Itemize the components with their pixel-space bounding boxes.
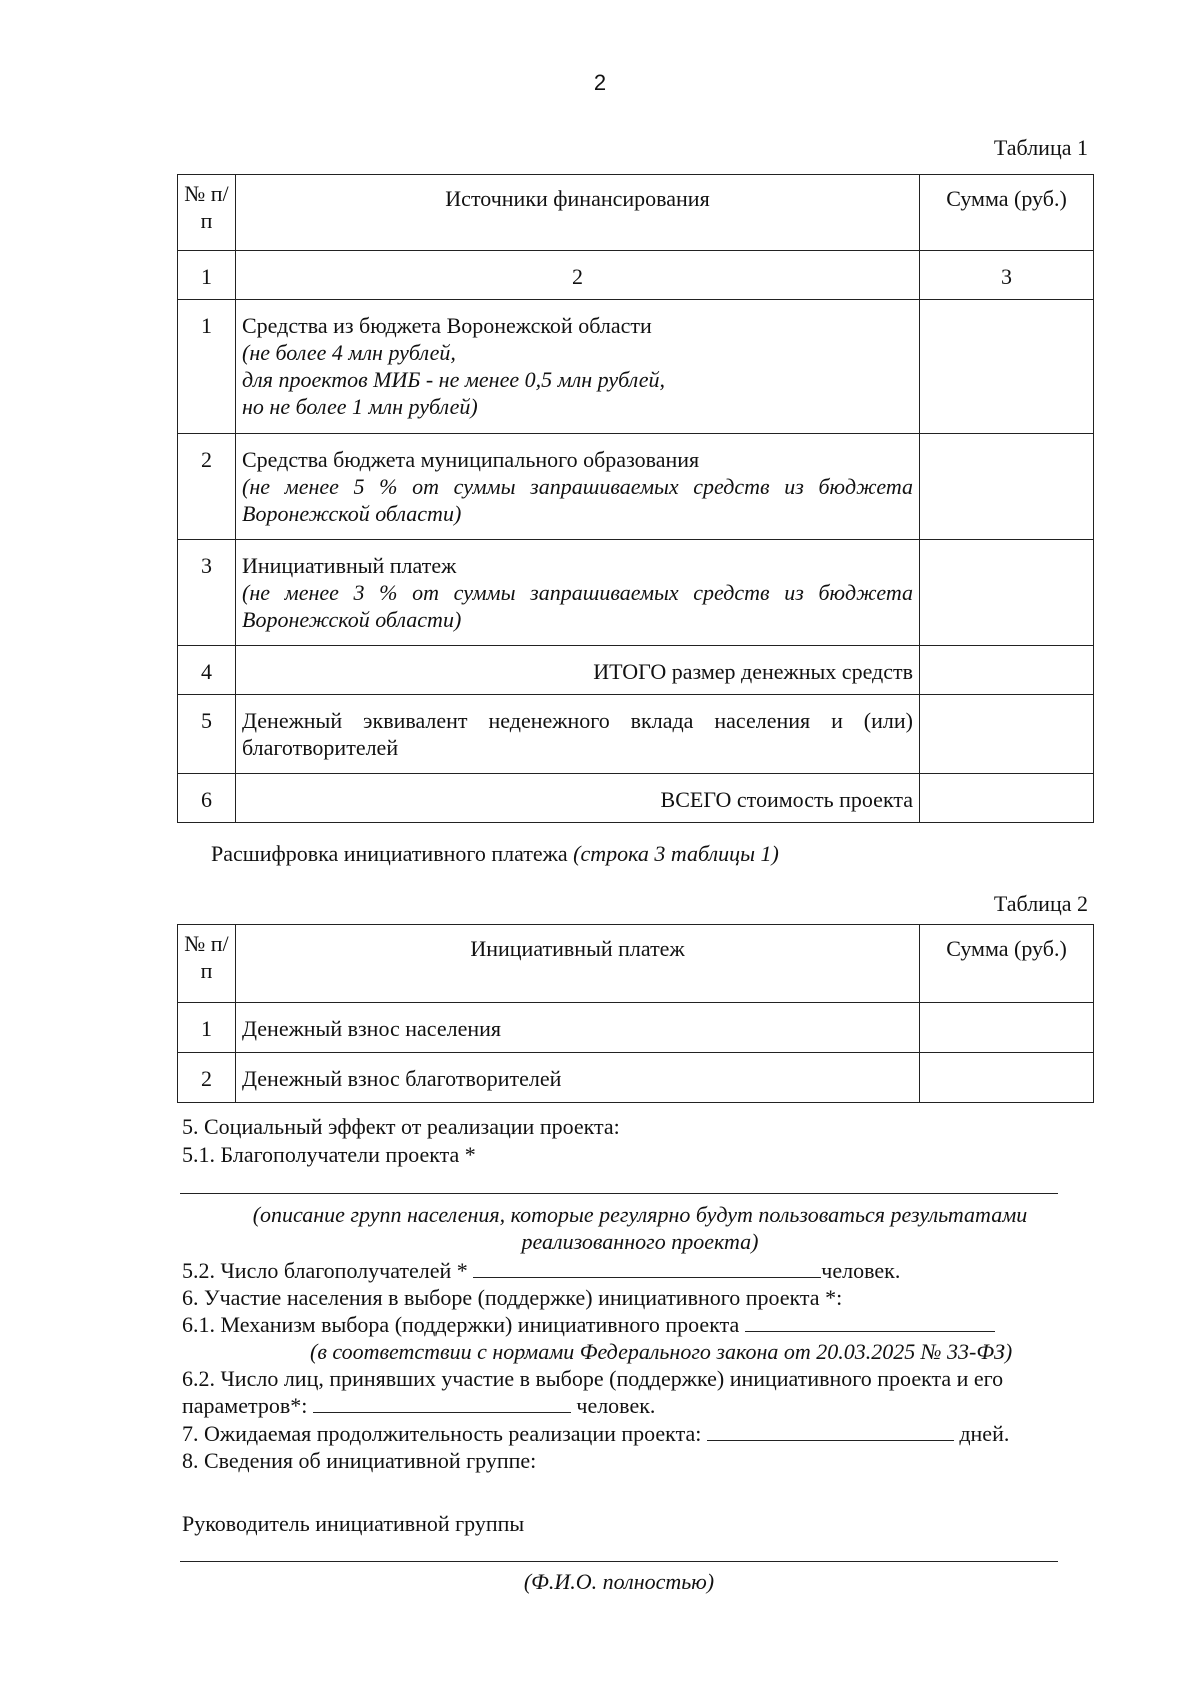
row-sum[interactable] [920, 774, 1094, 823]
decoding-text: Расшифровка инициативного платежа [211, 841, 574, 866]
section6-1-label: 6.1. Механизм выбора (поддержки) инициативного проекта [182, 1312, 740, 1337]
row-num: 4 [178, 646, 236, 695]
table1-index-1: 1 [178, 251, 236, 300]
table1-index-2: 2 [236, 251, 920, 300]
row-title: Инициативный платеж [242, 553, 457, 578]
leader-name-input-line[interactable] [180, 1561, 1058, 1562]
section5-1: 5.1. Благополучатели проекта * [182, 1142, 476, 1167]
row-num: 2 [178, 434, 236, 540]
table2-header-num: № п/п [178, 925, 236, 1003]
row-sum[interactable] [920, 1003, 1094, 1053]
row-title: ИТОГО размер денежных средств [236, 646, 920, 695]
row-source [236, 540, 920, 646]
row-num: 2 [178, 1053, 236, 1103]
table2-header-payment: Инициативный платеж [236, 925, 920, 1003]
table1-header-num: № п/п [178, 175, 236, 251]
row-note: (не менее 5 % от суммы запрашиваемых средств из бюджета Воронежской области) [242, 474, 913, 526]
row-sum[interactable] [920, 695, 1094, 774]
table1-index-3: 3 [920, 251, 1094, 300]
participants-count-field[interactable] [313, 1392, 571, 1413]
table-row [178, 540, 1094, 646]
row-note-line: но не более 1 млн рублей) [242, 394, 478, 419]
duration-days-field[interactable] [707, 1420, 954, 1441]
row-title: Денежный эквивалент неденежного вклада населения и (или) благотворителей [236, 695, 920, 774]
section5-2-label: 5.2. Число благополучателей * [182, 1258, 468, 1283]
table-row [178, 1003, 1094, 1053]
section6-1-note: (в соответствии с нормами Федерального закона от 20.03.2025 № 33-ФЗ) [310, 1339, 1013, 1364]
selection-mechanism-field[interactable] [745, 1311, 995, 1332]
section7-unit: дней. [959, 1421, 1010, 1446]
decoding-note: (строка 3 таблицы 1) [573, 841, 779, 866]
row-num: 3 [178, 540, 236, 646]
row-title: Денежный взнос благотворителей [236, 1053, 920, 1103]
row-num: 1 [178, 300, 236, 434]
section5-1-note: (описание групп населения, которые регулярно будут пользоваться результатами реализованного проекта) [252, 1202, 1028, 1254]
section6-2-label: параметров*: [182, 1393, 308, 1418]
section7 [182, 1420, 1097, 1447]
leader-note: (Ф.И.О. полностью) [523, 1569, 715, 1594]
row-num: 1 [178, 1003, 236, 1053]
section7-label: 7. Ожидаемая продолжительность реализации проекта: [182, 1421, 702, 1446]
table-row [178, 646, 1094, 695]
row-title: Денежный взнос населения [236, 1003, 920, 1053]
section6-1 [182, 1311, 1097, 1338]
table1 [177, 174, 1094, 823]
section6-2-text: 6.2. Число лиц, принявших участие в выборе (поддержке) инициативного проекта и его [182, 1366, 1004, 1391]
decoding-line [211, 840, 1126, 867]
page-number: 2 [593, 70, 607, 95]
section6-2-unit: человек. [576, 1393, 656, 1418]
table2-header-row [178, 925, 1094, 1003]
row-source [236, 434, 920, 540]
row-note-line: для проектов МИБ - не менее 0,5 млн рублей, [242, 367, 666, 392]
table1-header-source: Источники финансирования [236, 175, 920, 251]
row-sum[interactable] [920, 646, 1094, 695]
table1-index-row [178, 251, 1094, 300]
section8-title: 8. Сведения об инициативной группе: [182, 1448, 537, 1473]
row-num: 6 [178, 774, 236, 823]
row-num: 5 [178, 695, 236, 774]
table2 [177, 924, 1094, 1103]
row-title: ВСЕГО стоимость проекта [236, 774, 920, 823]
beneficiaries-count-field[interactable] [473, 1257, 821, 1278]
section6-2 [182, 1392, 1097, 1419]
section5-2 [182, 1257, 1097, 1284]
section6-title: 6. Участие населения в выборе (поддержке) инициативного проекта *: [182, 1285, 843, 1310]
table2-caption: Таблица 2 [993, 891, 1088, 916]
table2-header-sum: Сумма (руб.) [920, 925, 1094, 1003]
row-note-line: (не более 4 млн рублей, [242, 340, 456, 365]
row-sum[interactable] [920, 1053, 1094, 1103]
row-sum[interactable] [920, 300, 1094, 434]
table1-header-sum: Сумма (руб.) [920, 175, 1094, 251]
row-sum[interactable] [920, 434, 1094, 540]
row-title: Средства бюджета муниципального образования [242, 447, 700, 472]
section5-title: 5. Социальный эффект от реализации проекта: [182, 1114, 620, 1139]
table1-caption: Таблица 1 [993, 135, 1088, 160]
beneficiaries-input-line[interactable] [180, 1193, 1058, 1194]
table-row [178, 774, 1094, 823]
table-row [178, 695, 1094, 774]
table-row [178, 434, 1094, 540]
row-sum[interactable] [920, 540, 1094, 646]
row-note: (не менее 3 % от суммы запрашиваемых средств из бюджета Воронежской области) [242, 580, 913, 632]
table-row [178, 300, 1094, 434]
section5-2-unit: человек. [821, 1258, 901, 1283]
table-row [178, 1053, 1094, 1103]
leader-label: Руководитель инициативной группы [182, 1511, 525, 1536]
row-source [236, 300, 920, 434]
table1-header-row [178, 175, 1094, 251]
row-title: Средства из бюджета Воронежской области [242, 313, 652, 338]
